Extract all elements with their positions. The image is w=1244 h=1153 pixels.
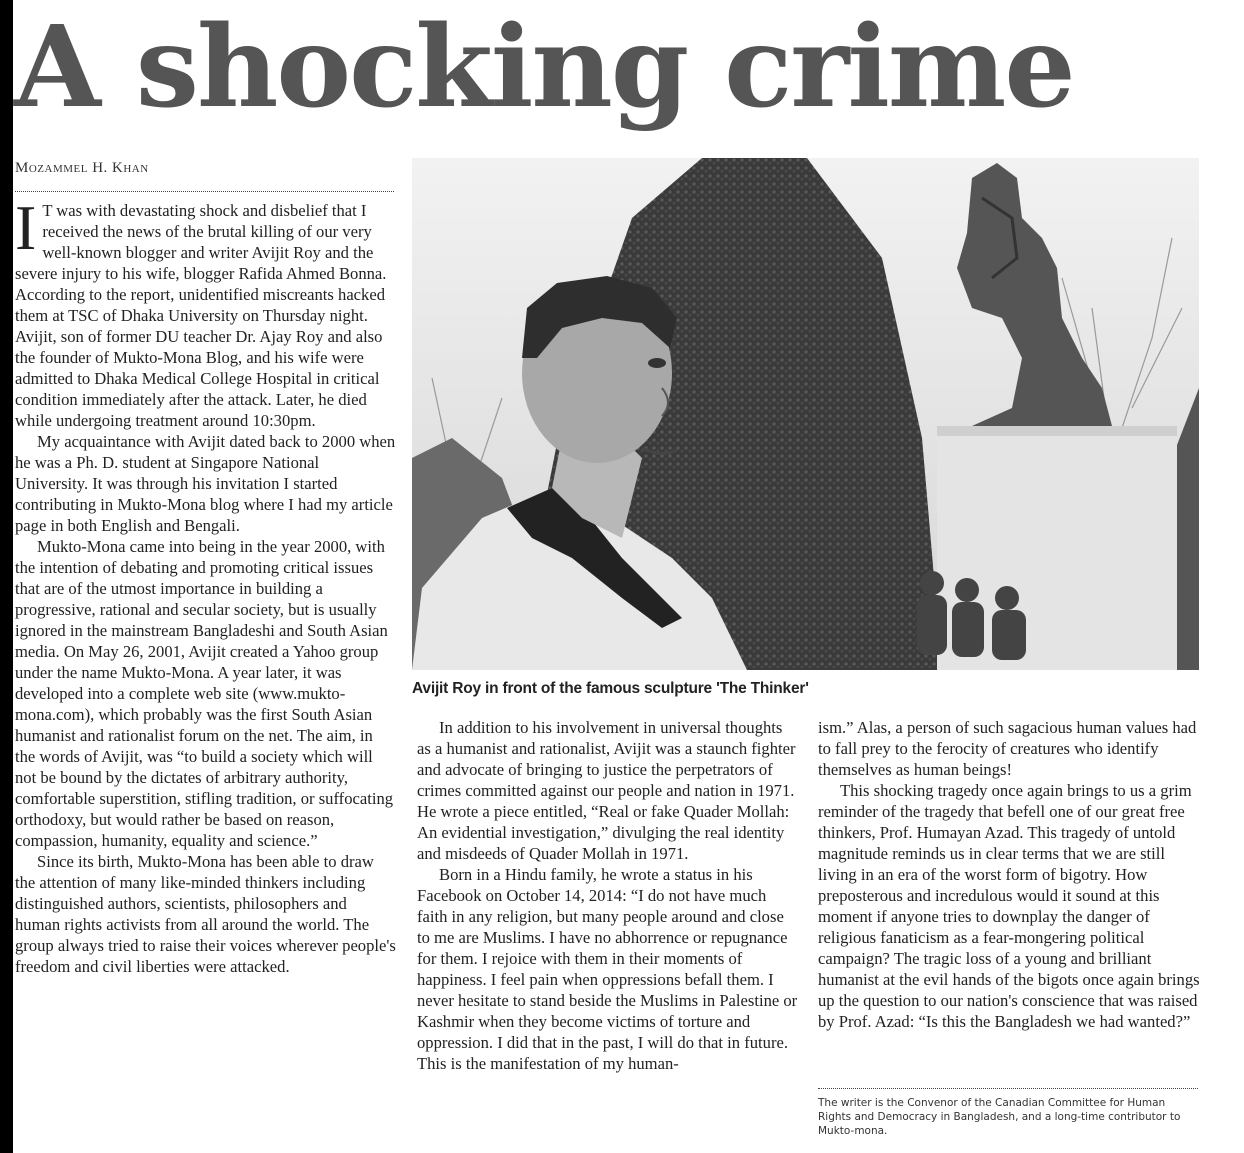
paragraph: My acquaintance with Avijit dated back to 2000 when he was a Ph. D. student at Singapore National University. It was through his invitation I started contributing in Mukto-Mona blog where I had my article page in both English and Bengali. <box>15 432 396 535</box>
paragraph: In addition to his involvement in universal thoughts as a humanist and rationalist, Avijit was a staunch fighter and advocate of bringing to justice the perpetrators of crimes committed against our people and nation in 1971. He wrote a piece entitled, “Real or fake Quader Mollah: An evidential investigation,” divulging the real identity and misdeeds of Quader Mollah in 1971. <box>417 718 796 863</box>
photo-caption: Avijit Roy in front of the famous sculpture 'The Thinker' <box>412 680 809 697</box>
article-photo <box>412 158 1199 670</box>
paragraph: Born in a Hindu family, he wrote a status in his Facebook on October 14, 2014: “I do not have much faith in any religion, but many people around and close to me are Muslims. I have no abhorrence or repugnance for them. I rejoice with them in their moments of happiness. I feel pain when oppressions befall them. I never hesitate to stand beside the Muslims in Palestine or Kashmir when they become victims of torture and oppression. I did that in the past, I will do that in future. This is the manifestation of my human- <box>417 865 798 1073</box>
paragraph: Since its birth, Mukto-Mona has been able to draw the attention of many like-minded thinkers including distinguished authors, scientists, philosophers and human rights activists from all around the world. The group always tried to raise their voices wherever people's freedom and civil liberties were attacked. <box>15 852 396 976</box>
author-note: The writer is the Convenor of the Canadian Committee for Human Rights and Democracy in Bangladesh, and a long-time contributor to Mukto-mona. <box>818 1097 1181 1137</box>
photo-illustration <box>412 158 1199 670</box>
byline-divider <box>15 191 394 192</box>
page-edge-bar <box>0 0 13 1153</box>
paragraph: Mukto-Mona came into being in the year 2000, with the intention of debating and promoting critical issues that are of the utmost importance in building a progressive, rational and secular society, but is usually ignored in the mainstream Bangladeshi and South Asian media. On May 26, 2001, Avijit created a Yahoo group under the name Mukto-Mona. A year later, it was developed into a complete web site (www.mukto-mona.com), which probably was the first South Asian humanist and rationalist forum on the net. The aim, in the words of Avijit, was “to build a society which will not be bound by the dictates of arbitrary authority, comfortable superstition, stifling tradition, or suffocating orthodoxy, but would rather be based on reason, compassion, humanity, equality and science.” <box>15 537 394 850</box>
paragraph-text: T was with devastating shock and disbelief that I received the news of the brutal killing of our very well-known blogger and writer Avijit Roy and the severe injury to his wife, blogger Rafida Ahmed Bonna. According to the report, unidentified miscreants hacked them at TSC of Dhaka University on Thursday night. Avijit, son of former DU teacher Dr. Ajay Roy and also the founder of Mukto-Mona Blog, and his wife were admitted to Dhaka Medical College Hospital in critical condition immediately after the attack. Later, he died while undergoing treatment around 10:30pm. <box>15 201 387 430</box>
byline: Mozammel H. Khan <box>15 160 149 176</box>
drop-cap: I <box>15 192 37 263</box>
author-note-divider <box>818 1088 1198 1089</box>
column-3 <box>818 717 1200 1032</box>
column-2 <box>417 717 799 1074</box>
paragraph: ism.” Alas, a person of such sagacious human values had to fall prey to the ferocity of creatures who identify themselves as human beings! <box>818 718 1197 779</box>
column-1 <box>15 192 396 977</box>
paragraph <box>15 192 396 431</box>
paragraph: This shocking tragedy once again brings to us a grim reminder of the tragedy that befell one of our great free thinkers, Prof. Humayan Azad. This tragedy of untold magnitude reminds us in clear terms that we are still living in an era of the worst form of bigotry. How preposterous and incredulous would it sound at this moment if anyone tries to downplay the danger of religious fanaticism as a fear-mongering political campaign? The tragic loss of a young and brilliant humanist at the evil hands of the bigots once again brings up the question to our nation's conscience that was raised by Prof. Azad: “Is this the Bangladesh we had wanted?” <box>818 781 1200 1031</box>
headline: A shocking crime <box>14 2 1074 133</box>
